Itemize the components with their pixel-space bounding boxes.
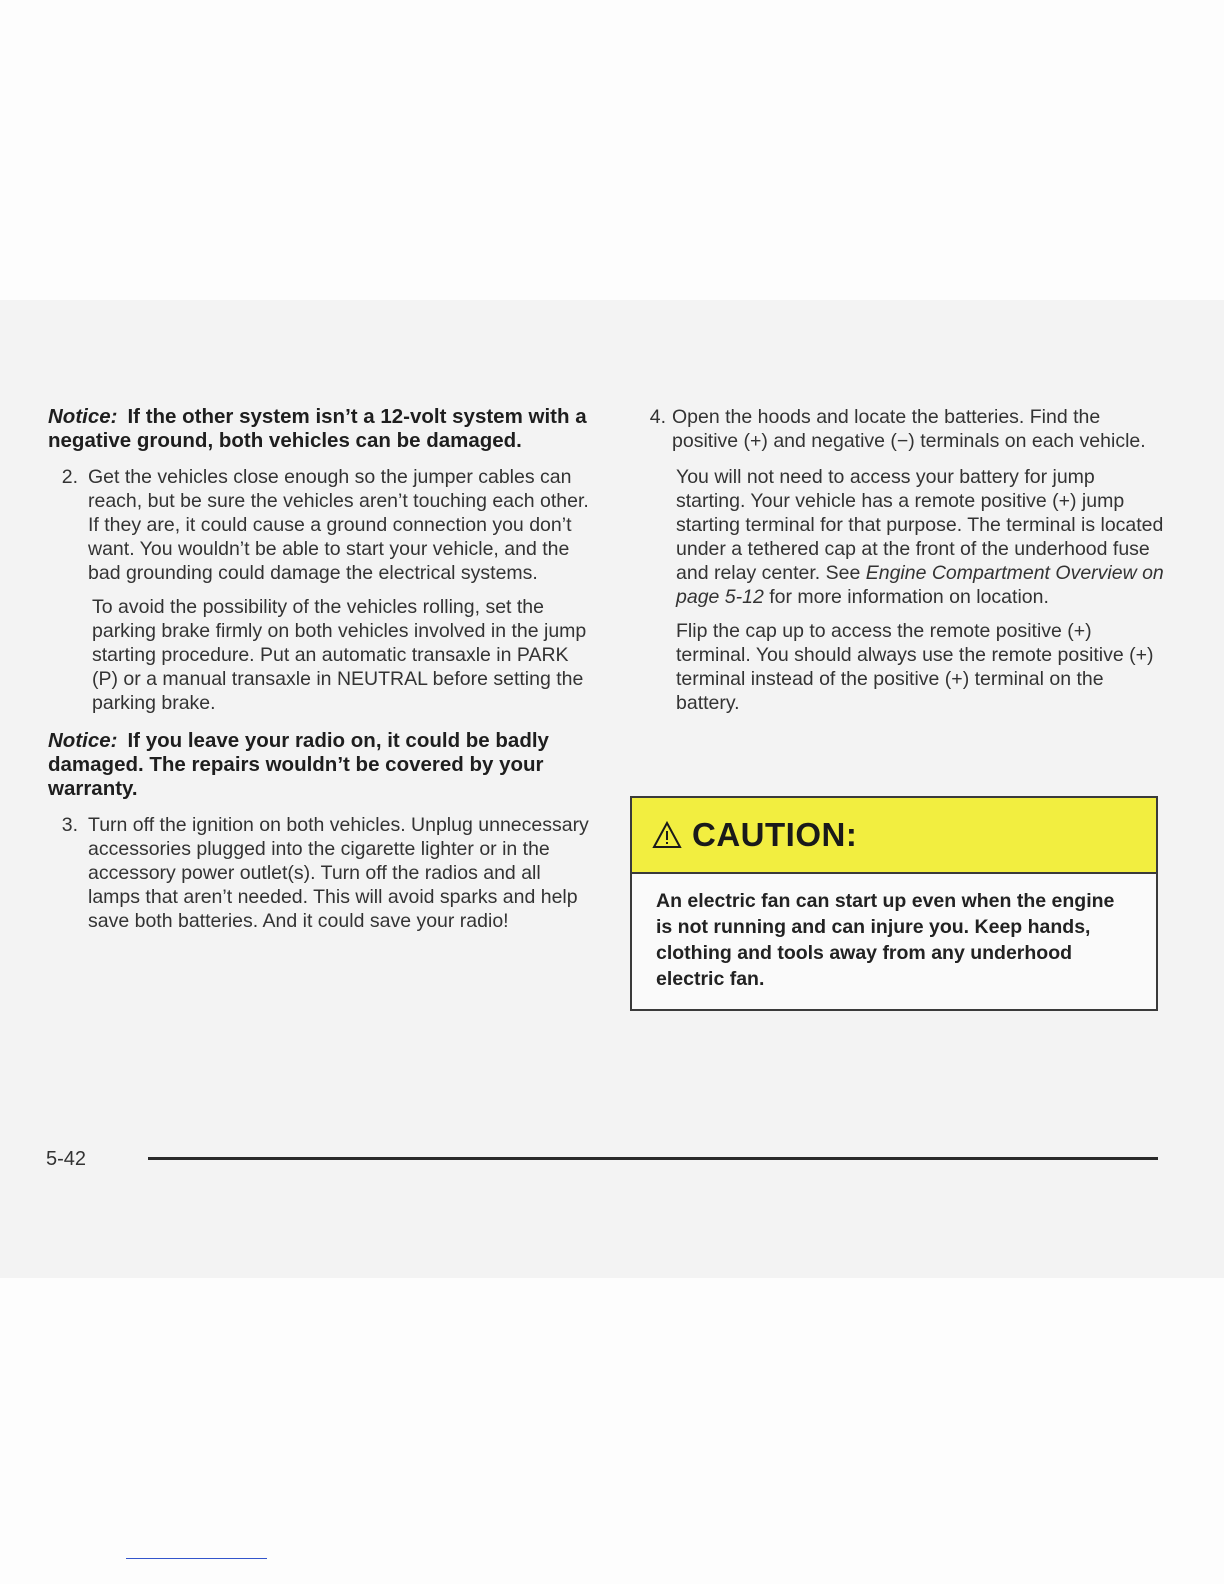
subtext-pre: You will not need to access your battery for jump starting. Your vehicle has a remote positive (+) jump starting terminal for that purpose. The terminal is located under a tethered cap at the front of the underhood fuse and relay center. See bbox=[676, 466, 1164, 584]
step-subtext: To avoid the possibility of the vehicles rolling, set the parking brake firmly on both vehicles involved in the jump starting procedure. Put an automatic transaxle in PARK (P) or a manual transaxle in NEUTRAL before setting the parking brake. bbox=[92, 596, 587, 714]
step-text: Turn off the ignition on both vehicles. Unplug unnecessary accessories plugged into the cigarette lighter or in the accessory power outlet(s). Turn off the radios and all lamps that aren’t needed. This will avoid sparks and help save both batteries. And it could save your radio! bbox=[88, 814, 589, 932]
notice-text: If the other system isn’t a 12-volt system with a negative ground, both vehicles can be damaged. bbox=[48, 405, 587, 452]
step-number: 4. bbox=[649, 406, 666, 428]
caution-title: CAUTION: bbox=[692, 816, 858, 853]
step-2 bbox=[48, 465, 593, 715]
page-number: 5-42 bbox=[46, 1148, 87, 1170]
bottom-underline bbox=[126, 1558, 267, 1559]
step-subtext-remote-terminal bbox=[672, 465, 1168, 609]
caution-text: An electric fan can start up even when the engine is not running and can injure you. Keep hands, clothing and tools away from any underhood electric fan. bbox=[656, 890, 1115, 990]
step-4 bbox=[640, 405, 1168, 715]
notice-label: Notice: bbox=[48, 729, 118, 752]
subtext-post: for more information on location. bbox=[763, 586, 1049, 608]
left-column bbox=[48, 405, 593, 943]
step-number: 2. bbox=[61, 466, 78, 488]
notice-text: If you leave your radio on, it could be badly damaged. The repairs wouldn’t be covered by your warranty. bbox=[48, 729, 549, 800]
right-column bbox=[640, 405, 1168, 725]
step-number: 3. bbox=[61, 814, 78, 836]
step-text: Open the hoods and locate the batteries. Find the positive (+) and negative (−) terminals on each vehicle. bbox=[672, 406, 1146, 452]
notice-12-volt bbox=[48, 405, 593, 453]
step-text: Get the vehicles close enough so the jumper cables can reach, but be sure the vehicles aren’t touching each other. If they are, it could cause a ground connection you don’t want. You wouldn’t be able to start your vehicle, and the bad grounding could damage the electrical systems. bbox=[88, 466, 589, 584]
notice-label: Notice: bbox=[48, 405, 118, 428]
notice-radio bbox=[48, 729, 593, 801]
warning-triangle-icon bbox=[652, 821, 682, 849]
caution-box bbox=[630, 796, 1158, 1011]
step-3 bbox=[48, 813, 593, 933]
caution-header bbox=[632, 798, 1156, 874]
step-subtext-flip-cap: Flip the cap up to access the remote positive (+) terminal. You should always use the remote positive (+) terminal instead of the positive (+) terminal on the battery. bbox=[676, 620, 1154, 714]
footer-rule bbox=[148, 1157, 1158, 1160]
cross-reference-link: Engine Compartment Overview on page 5-12 bbox=[676, 562, 1164, 608]
